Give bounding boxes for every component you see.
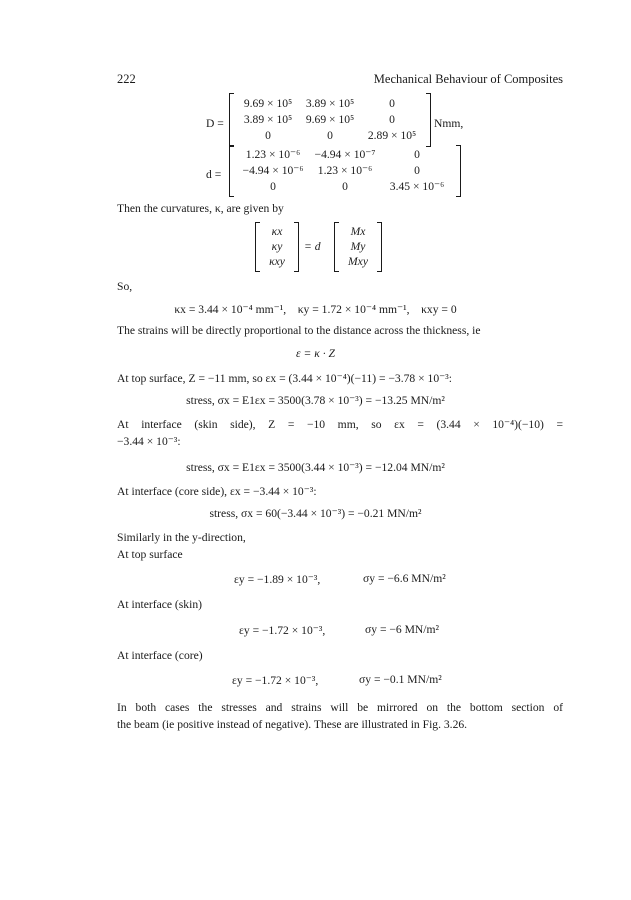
vector-entry: κx: [271, 225, 283, 238]
strain-equation: ε = κ · Z: [296, 347, 335, 360]
running-title: Mechanical Behaviour of Composites: [373, 72, 563, 86]
matrix-cell: −4.94 × 10⁻⁷: [314, 148, 376, 161]
interface-skin-y-text: At interface (skin): [117, 598, 202, 611]
interface-core-y-text: At interface (core): [117, 649, 203, 662]
matrix-cell: 3.45 × 10⁻⁶: [389, 180, 445, 193]
strain-y-core: εy = −1.72 × 10⁻³,: [232, 674, 319, 687]
matrix-cell: 0: [327, 129, 333, 142]
vector-entry: κy: [271, 240, 283, 253]
curvatures-intro: Then the curvatures, κ, are given by: [117, 202, 284, 215]
matrix-cell: 1.23 × 10⁻⁶: [317, 164, 373, 177]
y-direction-text: Similarly in the y-direction,: [117, 531, 246, 544]
top-surface-text: At top surface, Z = −11 mm, so εx = (3.44 × 10⁻⁴)(−11) = −3.78 × 10⁻³:: [117, 372, 452, 385]
vector-entry: Mxy: [348, 255, 368, 268]
interface-skin-line-1: At interface (skin side), Z = −10 mm, so εx = (3.44 × 10⁻⁴)(−10) =: [117, 418, 563, 431]
matrix-cell: 0: [389, 113, 395, 126]
strain-y-skin: εy = −1.72 × 10⁻³,: [239, 624, 326, 637]
vector-entry: κxy: [269, 255, 285, 268]
moment-vector: [334, 222, 382, 272]
stress-skin-equation: stress, σx = E1εx = 3500(3.44 × 10⁻³) = −12.04 MN/m²: [186, 461, 445, 474]
matrix-cell: 9.69 × 10⁵: [243, 97, 293, 110]
right-bracket: [456, 145, 461, 197]
right-bracket: [294, 222, 299, 272]
matrix-d-label: d =: [206, 168, 222, 181]
vector-entry: My: [350, 240, 366, 253]
interface-skin-text: [117, 417, 563, 450]
matrix-cell: 1.23 × 10⁻⁶: [245, 148, 301, 161]
matrix-D: [229, 93, 431, 147]
matrix-cell: 0: [270, 180, 276, 193]
kappa-vector: [255, 222, 299, 272]
stress-y-core: σy = −0.1 MN/m²: [359, 673, 442, 686]
page-number: 222: [117, 72, 136, 86]
kappa-results: κx = 3.44 × 10⁻⁴ mm⁻¹, κy = 1.72 × 10⁻⁴ mm⁻¹, κxy = 0: [174, 303, 457, 316]
moment-vector-grid: [339, 222, 377, 272]
matrix-d-grid: [234, 145, 456, 197]
closing-line-1: In both cases the stresses and strains will be mirrored on the bottom section of: [117, 701, 563, 714]
stress-core-equation: stress, σx = 60(−3.44 × 10⁻³) = −0.21 MN/m²: [209, 507, 422, 520]
right-bracket: [377, 222, 382, 272]
equals-d: = d: [304, 240, 321, 253]
matrix-D-label: D =: [206, 117, 224, 130]
matrix-cell: 0: [265, 129, 271, 142]
matrix-cell: 0: [342, 180, 348, 193]
matrix-d: [229, 145, 461, 197]
matrix-cell: 2.89 × 10⁵: [367, 129, 417, 142]
interface-core-text: At interface (core side), εx = −3.44 × 10⁻³:: [117, 485, 317, 498]
stress-y-skin: σy = −6 MN/m²: [365, 623, 440, 636]
stress-y-top: σy = −6.6 MN/m²: [363, 572, 446, 585]
matrix-cell: 9.69 × 10⁵: [305, 113, 355, 126]
right-bracket: [426, 93, 431, 147]
vector-entry: Mx: [350, 225, 366, 238]
matrix-cell: 3.89 × 10⁵: [305, 97, 355, 110]
matrix-D-unit: Nmm,: [434, 117, 464, 130]
kappa-vector-grid: [260, 222, 294, 272]
matrix-cell: 3.89 × 10⁵: [243, 113, 293, 126]
matrix-cell: 0: [414, 164, 420, 177]
matrix-cell: 0: [414, 148, 420, 161]
matrix-cell: −4.94 × 10⁻⁶: [242, 164, 304, 177]
closing-line-2: the beam (ie positive instead of negative). These are illustrated in Fig. 3.26.: [117, 717, 468, 731]
interface-skin-line-2: −3.44 × 10⁻³:: [117, 434, 181, 448]
stress-top-equation: stress, σx = E1εx = 3500(3.78 × 10⁻³) = −13.25 MN/m²: [186, 394, 445, 407]
top-surface-y-text: At top surface: [117, 548, 183, 561]
matrix-D-grid: [234, 93, 426, 147]
strain-proportional-text: The strains will be directly proportional to the distance across the thickness, ie: [117, 324, 481, 337]
closing-paragraph: [117, 700, 563, 733]
matrix-cell: 0: [389, 97, 395, 110]
strain-y-top: εy = −1.89 × 10⁻³,: [234, 573, 321, 586]
so-label: So,: [117, 280, 133, 293]
